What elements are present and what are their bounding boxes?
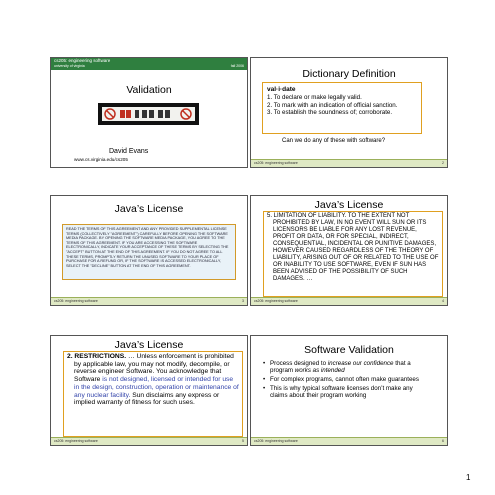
liability-box	[263, 211, 443, 297]
footer-label: cs205: engineering software	[254, 161, 298, 165]
restrictions-text-c: Sun disclaims any express or implied warranty of fitness for such uses.	[74, 391, 220, 407]
restrictions-paragraph	[67, 353, 239, 407]
slide-1-banner	[51, 58, 247, 70]
slide-number: 2	[442, 161, 444, 165]
slide-5	[50, 335, 248, 446]
slide-2	[250, 57, 448, 168]
course-label: cs205: engineering software	[54, 58, 111, 63]
slide-2-question: Can we do any of these with software?	[282, 138, 386, 144]
nuclear-clause: is not designed, licensed or intended for use in the design, construction, operation or maintenance of any nuclear facility.	[74, 376, 239, 399]
bullet-1-emphasis-2: works as intended	[294, 367, 345, 375]
slide-number: 6	[442, 439, 444, 443]
slide-4	[250, 195, 448, 306]
slide-5-title: Java’s License	[114, 339, 184, 351]
definition-3: 3. To establish the soundness of; corroborate.	[267, 109, 393, 116]
restrictions-text-a: … Unless enforcement is prohibited by applicable law, you may not modify, decompile, or reverse engineer Software. You acknowledge that Software	[74, 353, 234, 384]
slide-6-footer	[251, 437, 447, 445]
restrictions-box	[63, 351, 243, 437]
bullet-1	[263, 360, 431, 374]
sign-plate	[102, 107, 195, 121]
validation-bullets	[263, 360, 431, 401]
bullet-1-text: Process designed to	[270, 360, 328, 367]
slide-2-title: Dictionary Definition	[302, 68, 396, 80]
slide-6	[250, 335, 448, 446]
liability-text: 5. LIMITATION OF LIABILITY. TO THE EXTENT NOT PROHIBITED BY LAW, IN NO EVENT WILL SUN OR ITS LICENSORS BE LIABLE FOR ANY LOST REVENUE, PROFIT OR DATA, OR FOR SPECIAL, INDIRECT, CONSEQUENTIAL, INCIDENTAL OR PUNITIVE DAMAGES, HOWEVER CAUSED REGARDLESS OF THE THEORY OF LIABILITY, ARISING OUT OF OR RELATED TO THE USE OF OR INABILITY TO USE SOFTWARE, EVEN IF SUN HAS BEEN ADVISED OF THE POSSIBILITY OF SUCH DAMAGES. …	[267, 213, 439, 282]
definition-2: 2. To mark with an indication of official sanction.	[267, 101, 398, 109]
footer-label: cs205: engineering software	[54, 299, 98, 303]
definition-word: val·i·date	[267, 86, 296, 93]
bullet-1-emphasis: increase our confidence	[327, 360, 394, 367]
bullet-2: • For complex programs, cannot often make guarantees	[263, 376, 431, 383]
slide-1	[50, 57, 248, 168]
slide-3-title: Java’s License	[114, 203, 184, 215]
author-name: David Evans	[109, 148, 149, 155]
license-text-box	[62, 224, 236, 280]
danger-sign-graphic	[102, 107, 195, 121]
slide-6-title: Software Validation	[304, 344, 394, 356]
bullet-3: • This is why typical software licenses don’t make any claims about their program working	[263, 385, 431, 399]
definition-1: 1. To declare or make legally valid.	[267, 94, 362, 101]
slide-3-footer	[51, 297, 247, 305]
slide-3	[50, 195, 248, 306]
restrictions-heading: 2. RESTRICTIONS.	[67, 353, 127, 360]
slide-4-title: Java’s License	[314, 199, 384, 211]
danger-sign-photo	[98, 103, 199, 125]
footer-label: cs205: engineering software	[254, 299, 298, 303]
slide-5-footer	[51, 437, 247, 445]
bullet-1-text-mid: that a program	[270, 360, 411, 375]
term-label: fall 2006	[230, 63, 244, 68]
footer-label: cs205: engineering software	[54, 439, 98, 443]
slide-1-title: Validation	[126, 84, 172, 96]
page-number: 1	[466, 473, 471, 482]
slide-2-footer	[251, 159, 447, 167]
definition-box	[262, 82, 422, 134]
footer-label: cs205: engineering software	[254, 439, 298, 443]
slide-number: 4	[442, 299, 444, 303]
license-agreement-text: READ THE TERMS OF THIS AGREEMENT AND ANY PROVIDED SUPPLEMENTAL LICENSE TERMS (COLLECTIVELY "AGREEMENT") CAREFULLY BEFORE OPENING THE SOFTWARE MEDIA PACKAGE. BY OPENING THE SOFTWARE MEDIA PACKAGE, YOU AGREE TO THE TERMS OF THIS AGREEMENT. IF YOU ARE ACCESSING THE SOFTWARE ELECTRONICALLY, INDICATE YOUR ACCEPTANCE OF THESE TERMS BY SELECTING THE "ACCEPT" BUTTON AT THE END OF THIS AGREEMENT. IF YOU DO NOT AGREE TO ALL THESE TERMS, PROMPTLY RETURN THE UNUSED SOFTWARE TO YOUR PLACE OF PURCHASE FOR A REFUND OR, IF THE SOFTWARE IS ACCESSED ELECTRONICALLY, SELECT THE "DECLINE" BUTTON AT THE END OF THIS AGREEMENT.	[66, 227, 229, 268]
slide-number: 3	[242, 299, 244, 303]
slide-4-footer	[251, 297, 447, 305]
slide-number: 5	[242, 439, 244, 443]
course-url: www.cs.virginia.edu/cs205	[74, 157, 128, 162]
university-label: university of virginia	[54, 63, 85, 68]
